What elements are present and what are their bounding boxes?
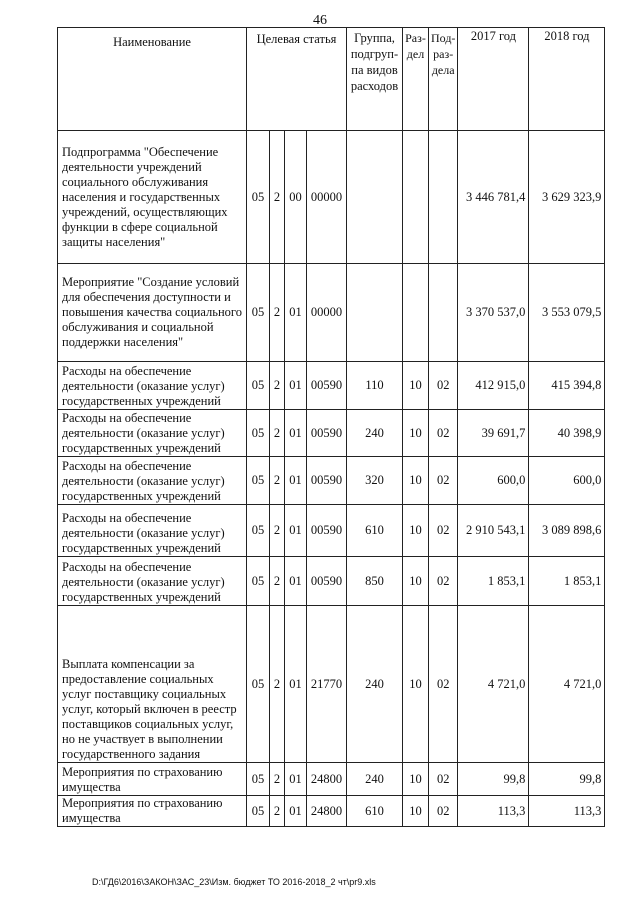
cell-name: Выплата компенсации за предоставление социальных услуг поставщику социальных услуг, который включен в реестр поставщиков социальных услуг, но не участвует в выполнении государственного задания (58, 606, 247, 763)
cell-y2018: 4 721,0 (529, 606, 605, 763)
cell-section: 10 (403, 606, 429, 763)
cell-section: 10 (403, 763, 429, 796)
table-row (58, 557, 605, 606)
cell-t2: 2 (270, 457, 285, 505)
cell-y2017: 3 370 537,0 (458, 264, 529, 362)
cell-y2018: 40 398,9 (529, 410, 605, 457)
cell-name: Расходы на обеспечение деятельности (оказание услуг) государственных учреждений (58, 557, 247, 606)
header-group: Группа, подгруп-па видов расходов (347, 28, 403, 131)
cell-t1: 05 (247, 362, 270, 410)
cell-section (403, 131, 429, 264)
table-row (58, 264, 605, 362)
header-row (58, 28, 605, 131)
cell-t1: 05 (247, 796, 270, 827)
cell-y2018: 3 629 323,9 (529, 131, 605, 264)
cell-group: 110 (347, 362, 403, 410)
cell-t3: 01 (285, 796, 307, 827)
cell-group: 240 (347, 763, 403, 796)
cell-subsection: 02 (429, 457, 458, 505)
cell-t4: 24800 (307, 796, 347, 827)
cell-y2017: 113,3 (458, 796, 529, 827)
cell-y2017: 600,0 (458, 457, 529, 505)
cell-t3: 01 (285, 505, 307, 557)
cell-t3: 01 (285, 763, 307, 796)
cell-t3: 01 (285, 457, 307, 505)
table-row (58, 362, 605, 410)
cell-t1: 05 (247, 410, 270, 457)
cell-group (347, 131, 403, 264)
cell-subsection (429, 131, 458, 264)
cell-name: Мероприятия по страхованию имущества (58, 763, 247, 796)
cell-t4: 24800 (307, 763, 347, 796)
cell-t1: 05 (247, 557, 270, 606)
cell-subsection: 02 (429, 362, 458, 410)
cell-y2017: 1 853,1 (458, 557, 529, 606)
cell-group: 320 (347, 457, 403, 505)
table-row (58, 763, 605, 796)
cell-t2: 2 (270, 264, 285, 362)
header-target: Целевая статья (247, 28, 347, 131)
budget-table (57, 27, 605, 827)
cell-t2: 2 (270, 362, 285, 410)
cell-y2018: 415 394,8 (529, 362, 605, 410)
cell-t4: 00590 (307, 505, 347, 557)
cell-t1: 05 (247, 763, 270, 796)
cell-group: 240 (347, 410, 403, 457)
header-2017: 2017 год (458, 28, 529, 131)
cell-t2: 2 (270, 763, 285, 796)
cell-t4: 00590 (307, 457, 347, 505)
cell-name: Подпрограмма "Обеспечение деятельности учреждений социального обслуживания населения и государственных учреждений, осуществляющих функции в сфере социальной защиты населения" (58, 131, 247, 264)
cell-t4: 21770 (307, 606, 347, 763)
file-path-footer: D:\ГД6\2016\ЗАКОН\ЗАС_23\Изм. бюджет ТО 2016-2018_2 чт\pr9.xls (92, 877, 376, 887)
cell-t4: 00000 (307, 131, 347, 264)
cell-name: Расходы на обеспечение деятельности (оказание услуг) государственных учреждений (58, 457, 247, 505)
cell-section: 10 (403, 796, 429, 827)
header-subsection: Под-раз-дела (429, 28, 458, 131)
table-row (58, 457, 605, 505)
cell-subsection: 02 (429, 505, 458, 557)
cell-y2018: 1 853,1 (529, 557, 605, 606)
cell-subsection: 02 (429, 410, 458, 457)
cell-t1: 05 (247, 457, 270, 505)
cell-section: 10 (403, 457, 429, 505)
cell-t3: 00 (285, 131, 307, 264)
cell-t1: 05 (247, 264, 270, 362)
cell-name: Расходы на обеспечение деятельности (оказание услуг) государственных учреждений (58, 362, 247, 410)
cell-section (403, 264, 429, 362)
cell-t2: 2 (270, 505, 285, 557)
cell-subsection: 02 (429, 763, 458, 796)
cell-subsection (429, 264, 458, 362)
cell-t3: 01 (285, 557, 307, 606)
cell-subsection: 02 (429, 796, 458, 827)
cell-y2017: 39 691,7 (458, 410, 529, 457)
cell-group (347, 264, 403, 362)
cell-t1: 05 (247, 606, 270, 763)
cell-t2: 2 (270, 410, 285, 457)
cell-y2017: 412 915,0 (458, 362, 529, 410)
cell-y2017: 2 910 543,1 (458, 505, 529, 557)
table-row (58, 606, 605, 763)
table-row (58, 410, 605, 457)
cell-section: 10 (403, 410, 429, 457)
cell-t2: 2 (270, 606, 285, 763)
cell-group: 610 (347, 796, 403, 827)
cell-t1: 05 (247, 505, 270, 557)
cell-section: 10 (403, 505, 429, 557)
cell-name: Мероприятие "Создание условий для обеспечения доступности и повышения качества социального обслуживания и социальной поддержки населения" (58, 264, 247, 362)
cell-subsection: 02 (429, 606, 458, 763)
cell-name: Расходы на обеспечение деятельности (оказание услуг) государственных учреждений (58, 410, 247, 457)
cell-t2: 2 (270, 557, 285, 606)
cell-t2: 2 (270, 796, 285, 827)
cell-section: 10 (403, 557, 429, 606)
cell-name: Мероприятия по страхованию имущества (58, 796, 247, 827)
cell-group: 850 (347, 557, 403, 606)
cell-y2017: 3 446 781,4 (458, 131, 529, 264)
cell-t3: 01 (285, 264, 307, 362)
cell-t3: 01 (285, 410, 307, 457)
header-section: Раз-дел (403, 28, 429, 131)
cell-y2018: 600,0 (529, 457, 605, 505)
cell-y2017: 99,8 (458, 763, 529, 796)
page-number: 46 (313, 13, 327, 28)
cell-y2017: 4 721,0 (458, 606, 529, 763)
header-name: Наименование (58, 28, 247, 131)
cell-t2: 2 (270, 131, 285, 264)
cell-t1: 05 (247, 131, 270, 264)
cell-y2018: 99,8 (529, 763, 605, 796)
cell-t4: 00000 (307, 264, 347, 362)
cell-group: 240 (347, 606, 403, 763)
cell-y2018: 3 553 079,5 (529, 264, 605, 362)
cell-subsection: 02 (429, 557, 458, 606)
cell-t4: 00590 (307, 362, 347, 410)
cell-section: 10 (403, 362, 429, 410)
table-row (58, 131, 605, 264)
cell-y2018: 113,3 (529, 796, 605, 827)
cell-y2018: 3 089 898,6 (529, 505, 605, 557)
cell-group: 610 (347, 505, 403, 557)
cell-t4: 00590 (307, 557, 347, 606)
cell-name: Расходы на обеспечение деятельности (оказание услуг) государственных учреждений (58, 505, 247, 557)
cell-t3: 01 (285, 606, 307, 763)
table-row (58, 505, 605, 557)
cell-t4: 00590 (307, 410, 347, 457)
header-2018: 2018 год (529, 28, 605, 131)
cell-t3: 01 (285, 362, 307, 410)
table-row (58, 796, 605, 827)
